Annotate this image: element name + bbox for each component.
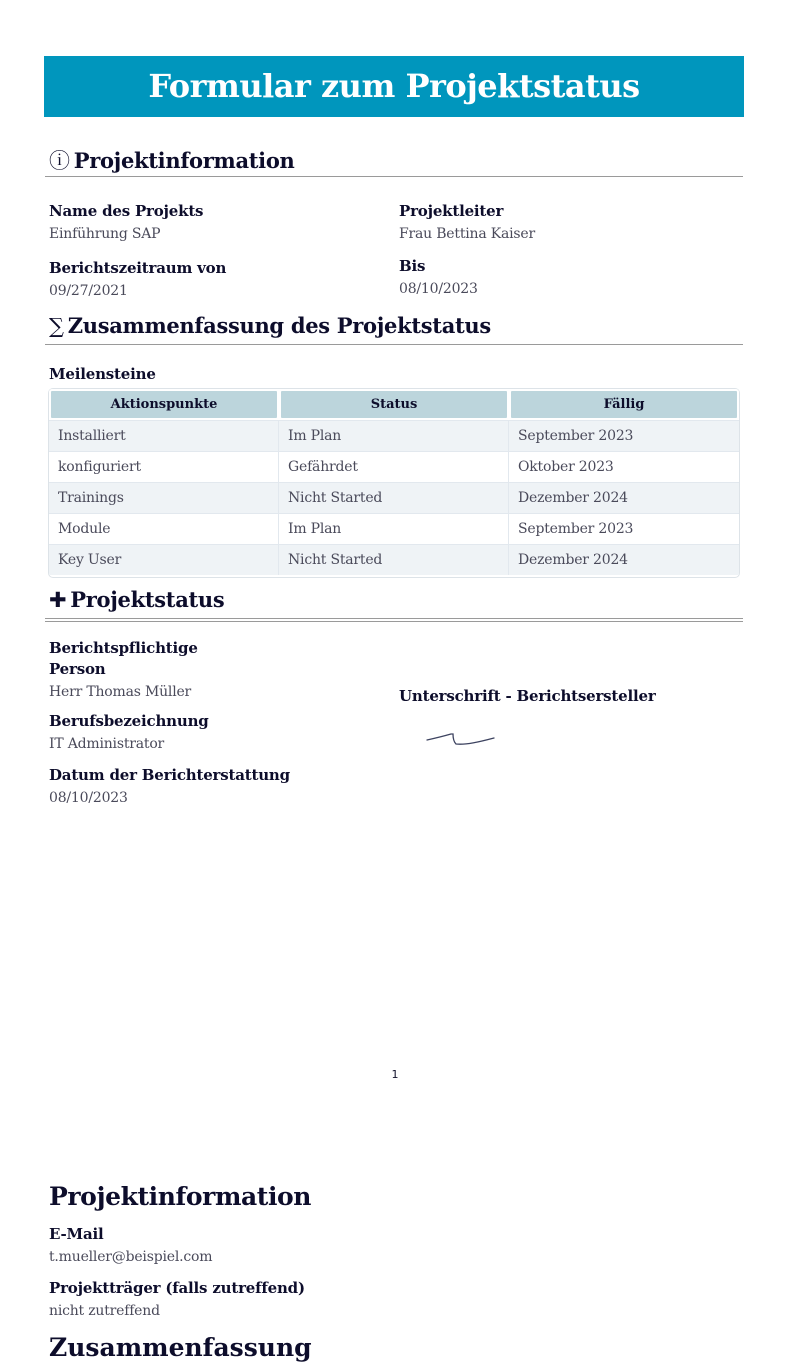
column-header-status: Status <box>279 389 509 420</box>
table-row <box>49 513 739 544</box>
table-row <box>49 544 739 575</box>
section-title-summary: ∑ Zusammenfassung des Projektstatus <box>49 313 491 338</box>
column-header-action-items: Aktionspunkte <box>49 389 279 420</box>
table-row <box>49 482 739 513</box>
table-row <box>49 451 739 482</box>
reporter-label: Berichtspflichtige Person <box>49 639 198 678</box>
page2-title: Projektinformation <box>49 1182 312 1211</box>
email-value: t.mueller@beispiel.com <box>49 1249 213 1265</box>
period-to-value: 08/10/2023 <box>399 281 478 297</box>
sigma-icon: ∑ <box>49 314 64 338</box>
project-name-label: Name des Projekts <box>49 202 204 220</box>
section-title-project-status: ✚ Projektstatus <box>49 587 225 612</box>
report-date-value: 08/10/2023 <box>49 790 128 806</box>
table-cell: Oktober 2023 <box>509 451 739 482</box>
page-number: 1 <box>391 1068 399 1081</box>
table-cell: Gefährdet <box>279 451 509 482</box>
table-row <box>49 420 739 451</box>
column-header-due: Fällig <box>509 389 739 420</box>
job-title-label: Berufsbezeichnung <box>49 712 209 730</box>
table-cell: Dezember 2024 <box>509 482 739 513</box>
section-title-project-info: ⓘ Projektinformation <box>49 148 295 173</box>
project-lead-label: Projektleiter <box>399 202 504 220</box>
project-lead-value: Frau Bettina Kaiser <box>399 226 535 242</box>
milestones-table <box>48 388 740 578</box>
table-cell: Im Plan <box>279 513 509 544</box>
section-divider-double <box>45 618 743 622</box>
table-cell: September 2023 <box>509 420 739 451</box>
signature-label: Unterschrift - Berichtsersteller <box>399 687 656 705</box>
info-icon: ⓘ <box>49 149 70 173</box>
sponsor-value: nicht zutreffend <box>49 1303 160 1319</box>
table-cell: konfiguriert <box>49 451 279 482</box>
page2-next-section-title: Zusammenfassung <box>49 1333 312 1362</box>
table-cell: Module <box>49 513 279 544</box>
signature-image <box>424 728 499 750</box>
job-title-value: IT Administrator <box>49 736 165 752</box>
reporter-value: Herr Thomas Müller <box>49 684 192 700</box>
sponsor-label: Projektträger (falls zutreffend) <box>49 1279 305 1297</box>
period-from-label: Berichtszeitraum von <box>49 259 227 277</box>
plus-icon: ✚ <box>49 588 67 612</box>
email-label: E-Mail <box>49 1225 104 1243</box>
table-cell: Dezember 2024 <box>509 544 739 575</box>
milestones-label: Meilensteine <box>49 365 156 383</box>
table-cell: Trainings <box>49 482 279 513</box>
form-title-banner <box>44 56 744 117</box>
section-divider <box>45 344 743 345</box>
project-name-value: Einführung SAP <box>49 226 161 242</box>
period-from-value: 09/27/2021 <box>49 283 128 299</box>
section-divider <box>45 176 743 177</box>
table-cell: Im Plan <box>279 420 509 451</box>
table-cell: Key User <box>49 544 279 575</box>
report-date-label: Datum der Berichterstattung <box>49 766 290 784</box>
table-cell: September 2023 <box>509 513 739 544</box>
table-cell: Nicht Started <box>279 544 509 575</box>
table-cell: Installiert <box>49 420 279 451</box>
table-cell: Nicht Started <box>279 482 509 513</box>
form-title: Formular zum Projektstatus <box>148 67 640 105</box>
period-to-label: Bis <box>399 257 426 275</box>
